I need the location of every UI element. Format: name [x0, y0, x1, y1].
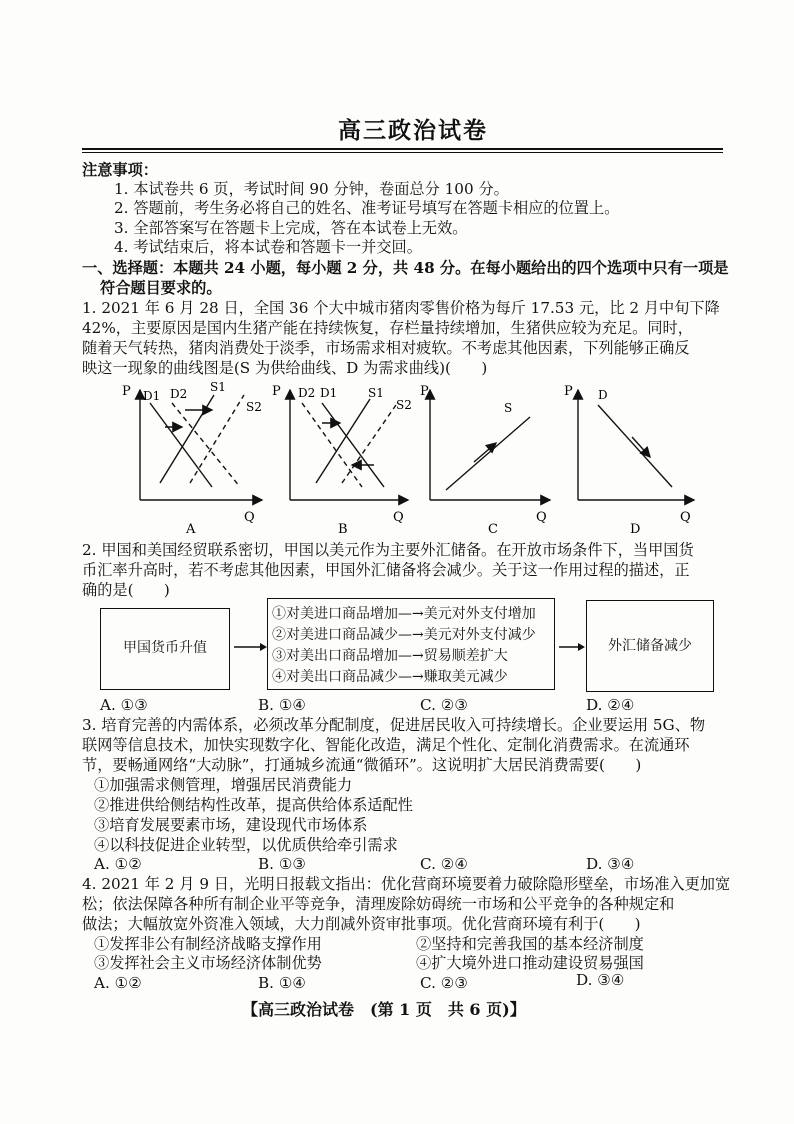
question-1-text: 随着天气转热，猪肉消费处于淡季，市场需求相对疲软。不考虑其他因素，下列能够正确反 — [82, 339, 690, 357]
question-3-choice: ③培育发展要素市场，建设现代市场体系 — [94, 816, 368, 834]
question-3-text: 节，要畅通网络“大动脉”，打通城乡流通“微循环”。这说明扩大居民消费需要( ) — [82, 756, 642, 774]
question-4-choice: ③发挥社会主义市场经济体制优势 — [94, 954, 322, 972]
question-1-text: 42%，主要原因是国内生猪产能在持续恢复，存栏量持续增加，生猪供应较为充足。同时， — [82, 319, 693, 337]
notice-heading: 注意事项： — [82, 161, 158, 179]
notice-item: 2. 答题前，考生务必将自己的姓名、准考证号填写在答题卡相应的位置上。 — [114, 199, 620, 217]
option-c: C. ②④ — [420, 855, 468, 873]
axis-q-label: Q — [536, 510, 547, 525]
flow-arrow — [555, 640, 589, 654]
question-4-choice: ②坚持和完善我国的基本经济制度 — [416, 935, 644, 953]
question-2-text: 币汇率升高时，若不考虑其他因素，甲国外汇储备将会减少。关于这一作用过程的描述，正 — [82, 561, 690, 579]
question-4-text: 做法；大幅放宽外资准入领域，大力削减外资审批事项。优化营商环境有利于( ) — [82, 915, 641, 933]
curve-s1 — [160, 395, 214, 483]
curve-label: S1 — [210, 380, 226, 394]
notice-item: 1. 本试卷共 6 页，考试时间 90 分钟，卷面总分 100 分。 — [114, 180, 509, 198]
flow-box-left — [100, 608, 230, 690]
flow-box-middle — [267, 598, 555, 690]
curve-label: S2 — [246, 400, 262, 414]
option-b: B. ①③ — [258, 855, 307, 873]
question-3-text: 3. 培育完善的内需体系，必须改革分配制度，促进居民收入可持续增长。企业要运用 5G、物 — [82, 716, 706, 734]
curve-s — [446, 417, 530, 490]
option-d: D. ③④ — [576, 971, 625, 989]
curve-d2 — [172, 403, 240, 487]
page-footer: 【高三政治试卷 (第 1 页 共 6 页)】 — [242, 1000, 526, 1019]
question-1-graphs — [0, 375, 794, 540]
curve-label: S1 — [368, 386, 384, 400]
title-rule-bottom — [82, 152, 723, 153]
graph-a — [122, 380, 262, 537]
flow-step: ④对美出口商品减少—→赚取美元减少 — [272, 669, 508, 685]
axis-p-label: P — [420, 384, 429, 399]
question-3-choice: ④以科技促进企业转型，以优质供给牵引需求 — [94, 836, 398, 854]
curve-label: D2 — [170, 387, 188, 401]
option-b: B. ①④ — [258, 696, 307, 714]
option-a: A. ①③ — [100, 696, 148, 714]
axis-p-label: P — [272, 384, 281, 399]
curve-label: S — [504, 401, 513, 415]
question-4-choice: ①发挥非公有制经济战略支撑作用 — [94, 935, 322, 953]
question-4-text: 4. 2021 年 2 月 9 日，光明日报载文指出：优化营商环境要着力破除隐形壁垒，市场准入更加宽 — [82, 875, 731, 893]
curve-s2 — [190, 395, 244, 483]
section-heading: 一、选择题：本题共 24 小题，每小题 2 分，共 48 分。在每小题给出的四个选项中只有一项是 — [82, 259, 729, 277]
question-1-text: 1. 2021 年 6 月 28 日，全国 36 个大中城市猪肉零售价格为每斤 17.53 元，比 2 月中旬下降 — [82, 299, 720, 317]
axis-p-label: P — [122, 384, 131, 399]
section-heading-cont: 符合题目要求的。 — [100, 279, 222, 297]
curve-d1 — [322, 403, 384, 487]
question-4-choice: ④扩大境外进口推动建设贸易强国 — [416, 954, 644, 972]
graph-d — [564, 384, 694, 537]
flow-box-left-text: 甲国货币升值 — [123, 640, 207, 656]
flow-step: ②对美进口商品减少—→美元对外支付减少 — [272, 627, 536, 643]
question-3-choice: ①加强需求侧管理，增强居民消费能力 — [94, 776, 353, 794]
notice-item: 4. 考试结束后，将本试卷和答题卡一并交回。 — [114, 238, 422, 256]
question-3-choice: ②推进供给侧结构性改革，提高供给体系适配性 — [94, 796, 413, 814]
curve-label: D1 — [320, 386, 338, 400]
option-b: B. ①④ — [258, 974, 307, 992]
option-d: D. ③④ — [586, 855, 635, 873]
flow-arrow — [230, 640, 270, 654]
option-a: A. ①② — [94, 855, 142, 873]
axis-q-label: Q — [393, 510, 404, 525]
curve-label: D — [598, 388, 608, 402]
graph-option-label: B — [338, 522, 348, 537]
graph-option-label: A — [186, 522, 196, 537]
notice-item: 3. 全部答案写在答题卡上完成，答在本试卷上无效。 — [114, 219, 468, 237]
option-c: C. ②③ — [420, 974, 468, 992]
page-title: 高三政治试卷 — [338, 117, 488, 144]
axis-q-label: Q — [244, 510, 255, 525]
graph-option-label: D — [630, 522, 641, 537]
curve-s1 — [316, 399, 370, 483]
graph-option-label: C — [488, 522, 498, 537]
graph-b — [272, 384, 412, 537]
flow-step: ①对美进口商品增加—→美元对外支付增加 — [272, 606, 536, 622]
question-1-text: 映这一现象的曲线图是(S 为供给曲线、D 为需求曲线)( ) — [82, 359, 488, 377]
question-4-text: 松；依法保障各种所有制企业平等竞争，清理废除妨碍统一市场和公平竞争的各种规定和 — [82, 895, 675, 913]
axis-p-label: P — [564, 384, 573, 399]
curve-d — [598, 405, 672, 487]
question-2-text: 确的是( ) — [82, 581, 170, 599]
curve-label: D2 — [298, 386, 316, 400]
flow-box-right-text: 外汇储备减少 — [608, 638, 692, 654]
option-a: A. ①② — [94, 974, 142, 992]
option-d: D. ②④ — [586, 696, 635, 714]
question-3-text: 联网等信息技术，加快实现数字化、智能化改造，满足个性化、定制化消费需求。在流通环 — [82, 736, 690, 754]
option-c: C. ②③ — [420, 696, 468, 714]
title-rule-top — [82, 148, 723, 150]
curve-d1 — [150, 403, 212, 487]
flow-box-right — [586, 600, 714, 692]
curve-label: D1 — [143, 389, 161, 403]
question-2-text: 2. 甲国和美国经贸联系密切，甲国以美元作为主要外汇储备。在开放市场条件下，当甲国货 — [82, 541, 694, 559]
flow-step: ③对美出口商品增加—→贸易顺差扩大 — [272, 648, 508, 664]
graph-c — [420, 384, 550, 537]
axis-q-label: Q — [680, 510, 691, 525]
curve-label: S2 — [396, 398, 412, 412]
